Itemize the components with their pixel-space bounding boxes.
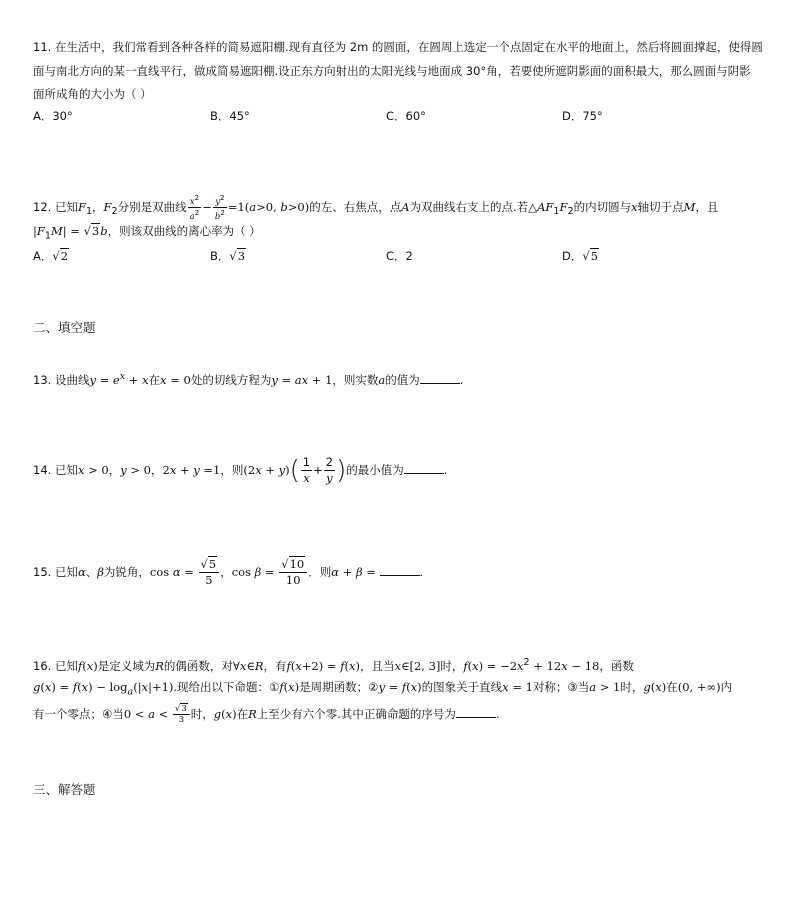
q11-line-3: 面所成角的大小为（ ） <box>33 87 152 101</box>
q11-option-a: A．30° <box>33 109 73 123</box>
q11-option-c: C．60° <box>386 109 426 123</box>
q16-line-2: $g(x) = f(x) - \log_a(|x|+1)$.现给出以下命题：①f(x)是周期函数；②y = f(x)的图象关于直线x = 1对称；③当a > 1时，g(x)在(0, +∞)内 <box>33 680 733 698</box>
q12-option-b: B．√3 <box>210 249 246 263</box>
section-answer-heading: 三、解答题 <box>33 782 96 797</box>
q11-option-b: B．45° <box>210 109 250 123</box>
q12-option-c: C．2 <box>386 249 413 263</box>
q12-line-1: 12. 已知$F_1$，$F_2$分别是双曲线 $\frac{x^2}{a^2}$ − $\frac{y^2}{b^2}$ =1(a>0, b>0)的左、右焦点，点A为双曲线右支上的点.若$\triangle AF_1F_2$的内切圆与x轴切于点M，且 <box>33 193 719 222</box>
section-fill-in-heading: 二、填空题 <box>33 320 96 335</box>
q11-line-1: 11. 在生活中，我们常看到各种各样的简易遮阳棚.现有直径为 2m 的圆面，在圆周上选定一个点固定在水平的地面上，然后将圆面撑起，使得圆 <box>33 40 763 54</box>
q12-option-d: D．√5 <box>562 249 599 263</box>
q16-line-1: 16. 已知f(x)是定义域为R的偶函数，对∀x∈R，有f(x+2) = f(x)，且当x∈[2, 3]时，$f(x) = -2x^2 + 12x - 18$，函数 <box>33 657 634 673</box>
q16-line-3: 有一个零点；④当0 < a < $\frac{√3}{3}$ 时，g(x)在R上至少有六个零.其中正确命题的序号为 . <box>33 704 500 725</box>
q11-option-d: D．75° <box>562 109 603 123</box>
q13-line: 13. 设曲线$y = e^x + x$在x = 0处的切线方程为y = ax + 1，则实数a的值为 . <box>33 371 464 387</box>
q15-line: 15. 已知α、β为锐角，cos α = $\frac{√5}{5}$ ，cos β = $\frac{√10}{10}$ ．则α + β = . <box>33 557 424 587</box>
q12-line-2: $|F_1M| = √3b$，则该双曲线的离心率为（ ） <box>33 224 261 242</box>
q12-option-a: A．√2 <box>33 249 69 263</box>
q11-line-2: 面与南北方向的某一直线平行，做成简易遮阳棚.设正东方向射出的太阳光线与地面成 30°角，若要使所遮阴影面的面积最大，那么圆面与阴影 <box>33 64 751 78</box>
q14-line: 14. 已知x > 0，y > 0，2x + y =1，则(2x + y)( $\frac{1}{x}$ + $\frac{2}{y}$ )的最小值为 . <box>33 455 448 486</box>
